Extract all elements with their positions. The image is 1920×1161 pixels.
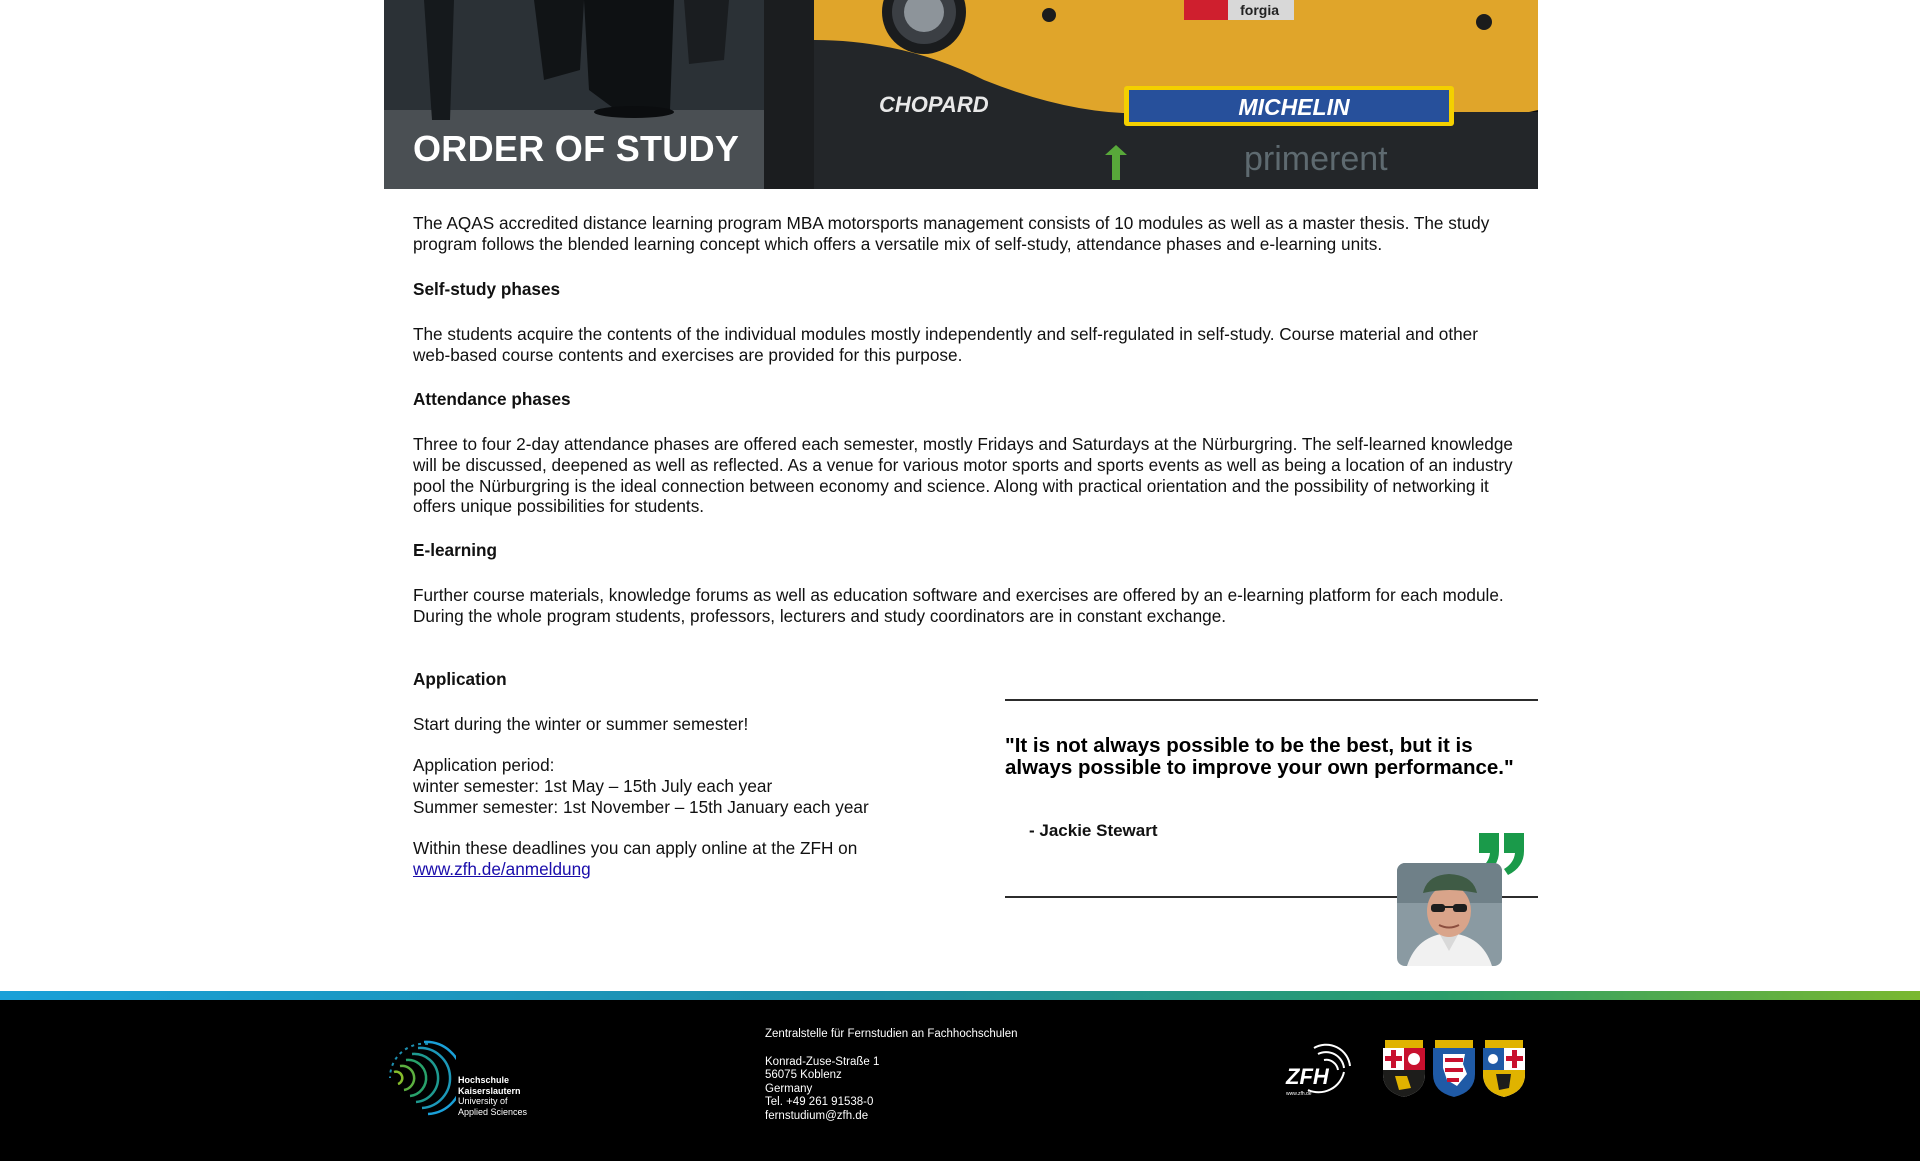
zfh-logo-text: ZFH	[1286, 1064, 1329, 1089]
hero-sponsor-chopard: CHOPARD	[879, 92, 989, 117]
heading-self-study: Self-study phases	[413, 279, 561, 299]
hero-sponsor-michelin: MICHELIN	[1238, 94, 1350, 120]
application-summer: Summer semester: 1st November – 15th January each year	[413, 797, 869, 817]
hs-line-3: University of	[458, 1096, 508, 1106]
zfh-logo-icon[interactable]	[1284, 1040, 1354, 1098]
application-start: Start during the winter or summer semester!	[413, 714, 749, 734]
zfh-phone: Tel. +49 261 91538-0	[765, 1096, 874, 1108]
hochschule-kaiserslautern-name	[458, 1075, 527, 1117]
hero-sponsor-primerent: primerent	[1244, 140, 1388, 178]
e-learning-paragraph: Further course materials, knowledge forums as well as education software and exercises are offered by an e-learning platform for each module. During the whole program students, professors, lecturers and study coordinators are in constant exchange.	[413, 585, 1504, 626]
zfh-logo-url: www.zfh.de	[1286, 1091, 1312, 1097]
quote-block	[1005, 699, 1538, 967]
application-section	[413, 669, 973, 879]
crest-saarland-icon	[1483, 1040, 1525, 1097]
application-period-label: Application period:	[413, 755, 555, 775]
jackie-stewart-portrait	[1397, 863, 1502, 966]
quote-text: "It is not always possible to be the best, but it is always possible to improve your own performance."	[1005, 734, 1514, 779]
zfh-address	[765, 1028, 1018, 1123]
hs-line-2: Kaiserslautern	[458, 1085, 521, 1096]
application-online-text: Within these deadlines you can apply online at the ZFH on	[413, 838, 858, 858]
zfh-street: Konrad-Zuse-Straße 1	[765, 1055, 880, 1068]
zfh-city: 56075 Koblenz	[765, 1069, 842, 1081]
zfh-country: Germany	[765, 1082, 813, 1095]
hs-line-4: Applied Sciences	[458, 1106, 528, 1117]
zfh-org-name: Zentralstelle für Fernstudien an Fachhochschulen	[765, 1028, 1018, 1040]
hero-sponsor-forgia: forgia	[1240, 2, 1279, 18]
page-title: ORDER OF STUDY	[413, 128, 740, 169]
heading-attendance: Attendance phases	[413, 389, 571, 409]
application-winter: winter semester: 1st May – 15th July each year	[413, 776, 773, 796]
footer	[0, 1000, 1920, 1161]
heading-e-learning: E-learning	[413, 540, 498, 560]
footer-gradient-bar	[0, 991, 1920, 1000]
intro-paragraph: The AQAS accredited distance learning program MBA motorsports management consists of 10 modules as well as a master thesis. The study program follows the blended learning concept which offers a versatile mix of self-study, attendance phases and e-learning units.	[413, 213, 1490, 254]
attendance-paragraph: Three to four 2-day attendance phases are offered each semester, mostly Fridays and Saturdays at the Nürburgring. The self-learned knowledge will be discussed, deepened as well as reflected. As a venue for various motor sports and sports events as well as being a location of an industry pool the Nürburgring is the ideal connection between economy and science. Along with practical orientation and the possibility of networking it offers unique possibilities for students.	[413, 434, 1513, 517]
quote-author: - Jackie Stewart	[1029, 821, 1158, 840]
quote-divider-top	[1005, 699, 1538, 701]
zfh-email[interactable]: fernstudium@zfh.de	[765, 1109, 869, 1122]
crest-rhineland-palatinate-icon	[1383, 1040, 1425, 1097]
hero-banner	[384, 0, 1538, 189]
state-coats-of-arms	[1381, 1040, 1529, 1098]
hs-line-1: Hochschule	[458, 1075, 510, 1085]
application-link[interactable]: www.zfh.de/anmeldung	[413, 859, 591, 879]
hochschule-kaiserslautern-logo-icon[interactable]	[384, 1038, 456, 1118]
heading-application: Application	[413, 669, 507, 689]
crest-hesse-icon	[1433, 1040, 1475, 1097]
self-study-paragraph: The students acquire the contents of the individual modules mostly independently and self-regulated in self-study. Course material and other web-based course contents and exercises are provided for this purpose.	[413, 324, 1478, 365]
